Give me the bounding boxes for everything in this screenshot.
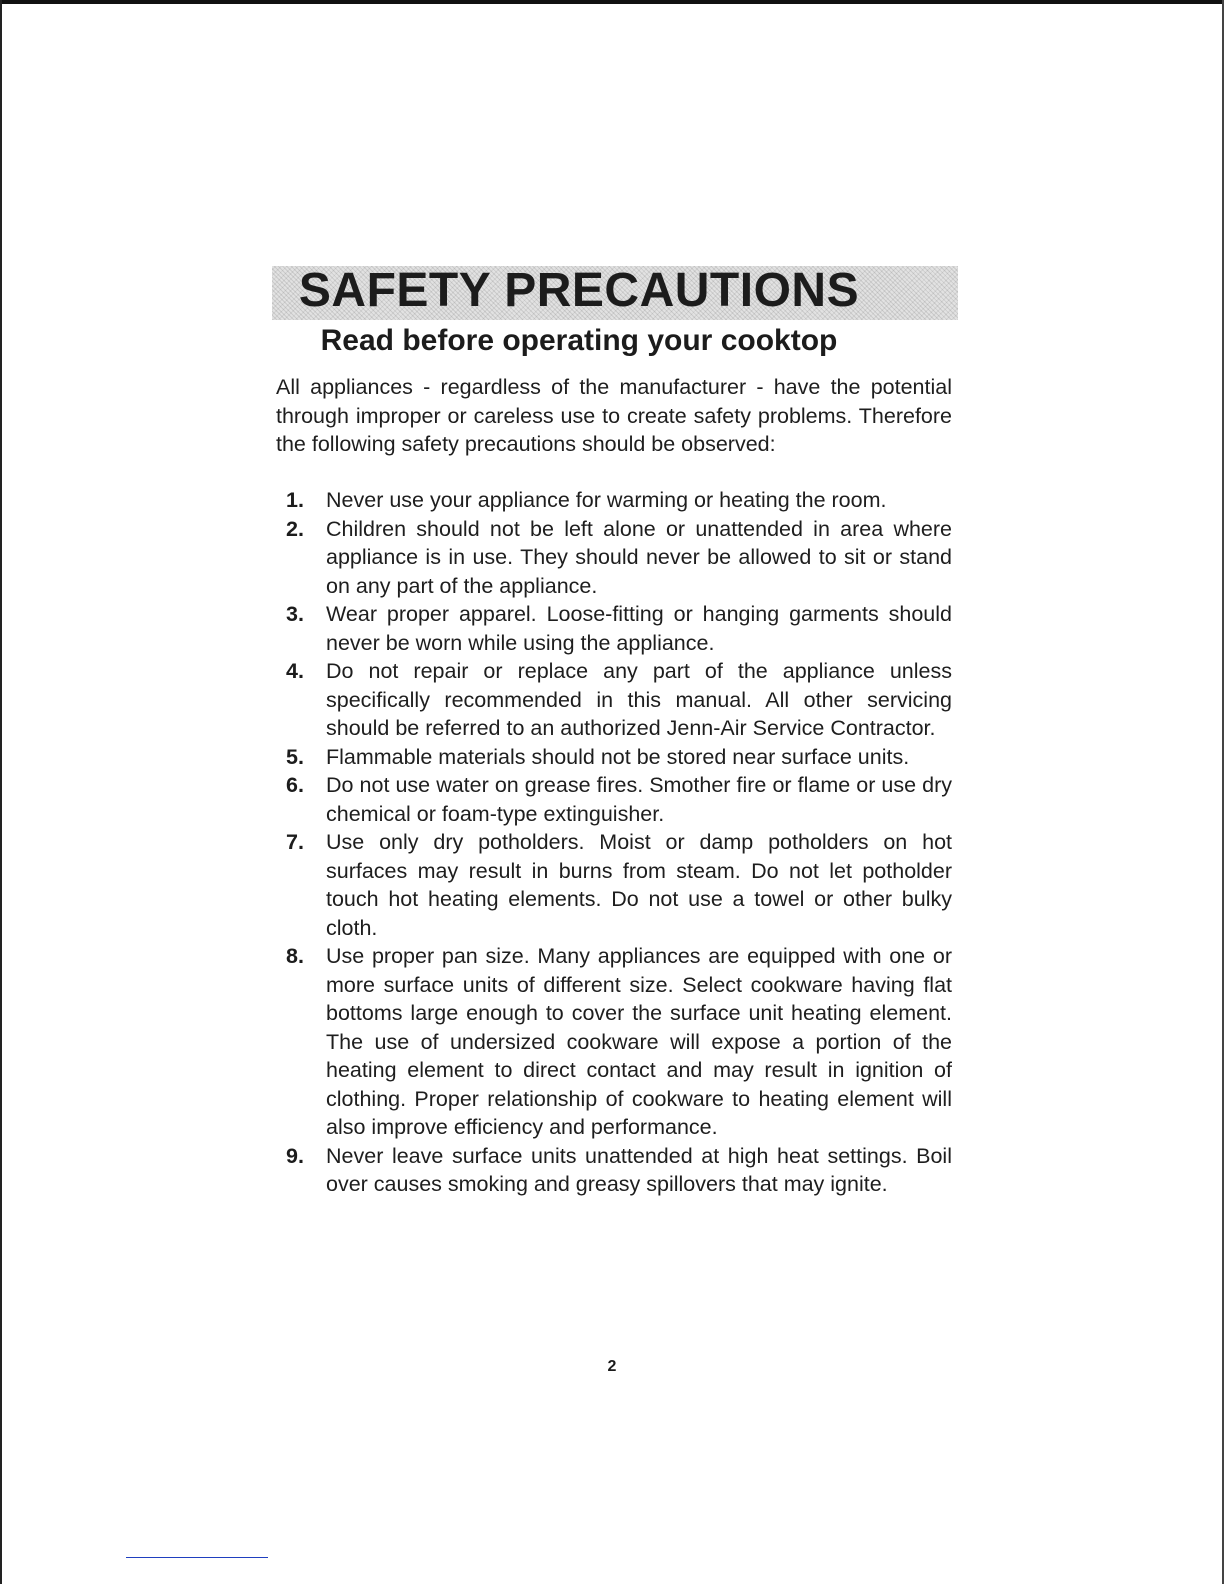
precaution-item-3 [276,600,952,657]
precaution-item-4 [276,657,952,743]
page-number: 2 [607,1358,617,1375]
precaution-item-5 [276,743,952,772]
precaution-number: 9. [286,1143,304,1168]
precaution-text: Use only dry potholders. Moist or damp potholders on hot surfaces may result in burns from steam. Do not let potholder touch hot heating elements. Do not use a towel or other bulky cloth. [326,830,952,940]
precaution-text: Do not repair or replace any part of the appliance unless specifically recommended in this manual. All other servicing should be referred to an authorized Jenn-Air Service Contractor. [326,659,952,740]
precaution-number: 6. [286,773,304,797]
precaution-item-9 [276,1142,952,1199]
page-top-border [0,0,1224,4]
precaution-item-8 [276,942,952,1142]
precaution-text: Do not use water on grease fires. Smother fire or flame or use dry chemical or foam-type extinguisher. [326,773,952,826]
precaution-item-1 [276,486,952,515]
precaution-text: Never use your appliance for warming or heating the room. [326,488,887,512]
intro-paragraph: All appliances - regardless of the manufacturer - have the potential through improper or careless use to create safety problems. Therefore the following safety precautions should be observed: [276,375,952,456]
precaution-number: 2. [286,516,304,541]
precaution-text: Use proper pan size. Many appliances are equipped with one or more surface units of different size. Select cookware having flat bottoms large enough to cover the surface unit heating element. The use of undersized cookware will expose a portion of the heating element to direct contact and may result in ignition of clothing. Proper relationship of cookware to heating element will also improve efficiency and performance. [326,944,952,1139]
precaution-number: 4. [286,659,304,683]
precaution-item-7 [276,828,952,942]
page-title: SAFETY PRECAUTIONS [298,264,860,317]
precaution-number: 8. [286,944,304,968]
precaution-item-2 [276,515,952,601]
page-subtitle: Read before operating your cooktop [320,324,838,357]
precaution-text: Flammable materials should not be stored near surface units. [326,744,910,769]
precaution-number: 5. [286,744,304,769]
page-left-border [0,0,2,1584]
precautions-list [276,486,952,1199]
footnote-separator [126,1557,268,1558]
precaution-number: 7. [286,830,304,854]
precaution-text: Wear proper apparel. Loose-fitting or hanging garments should never be worn while using the appliance. [326,602,952,655]
precaution-text: Children should not be left alone or unattended in area where appliance is in use. They should never be allowed to sit or stand on any part of the appliance. [326,516,952,598]
precaution-number: 1. [286,488,304,512]
precaution-item-6 [276,771,952,828]
precaution-number: 3. [286,602,304,626]
precaution-text: Never leave surface units unattended at high heat settings. Boil over causes smoking and greasy spillovers that may ignite. [326,1143,952,1196]
